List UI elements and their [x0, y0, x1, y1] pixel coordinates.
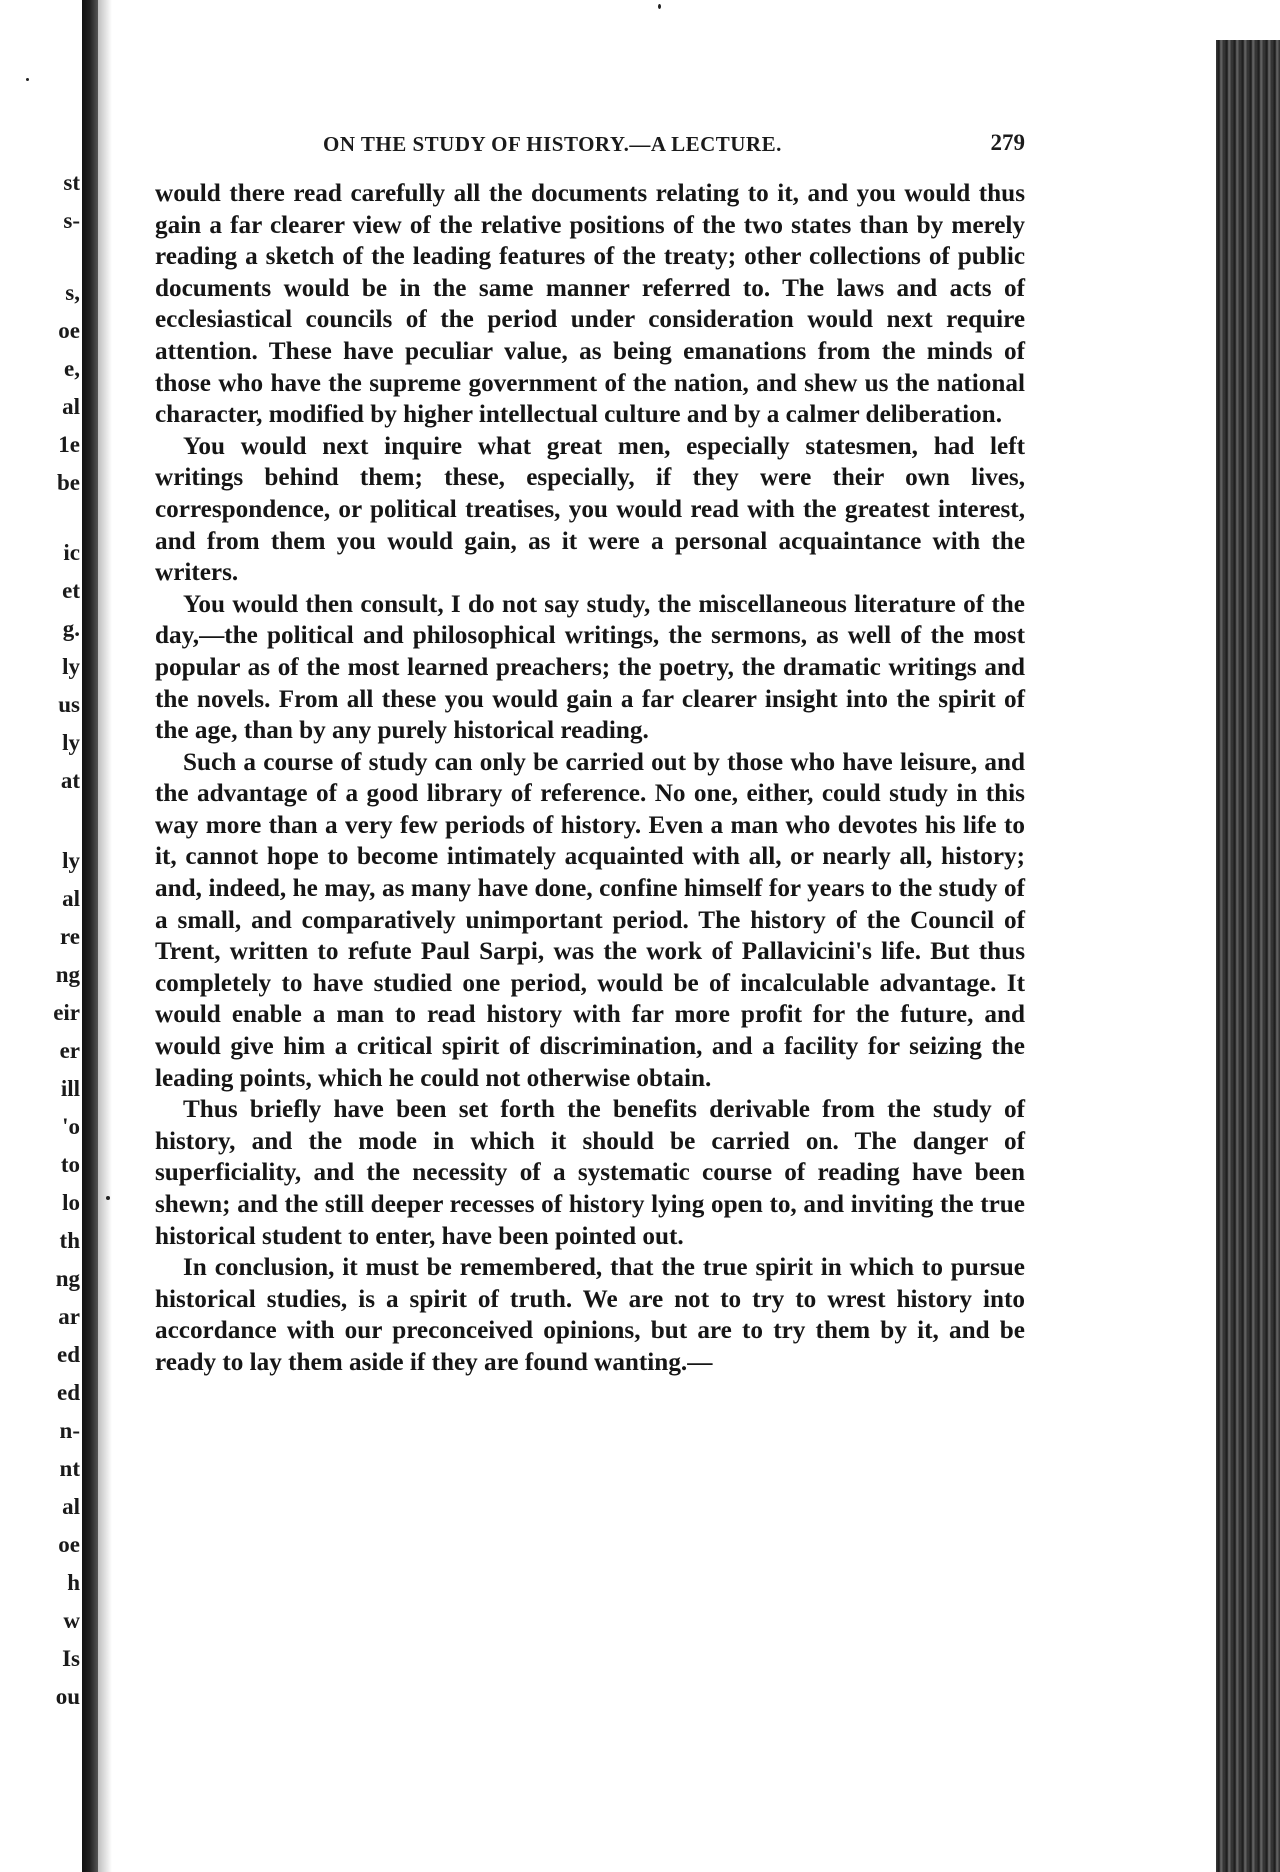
facing-page-fragment: ed — [57, 1342, 80, 1367]
facing-page-fragment: ou — [55, 1684, 80, 1709]
page-edge-stack — [1216, 30, 1280, 1872]
page-edge-top — [1210, 0, 1280, 40]
paragraph: You would next inquire what great men, especially statesmen, had left writings behind them; these, especially, if they were their own lives, correspondence, or political treatises, you would read with the greatest interest, and from them you would gain, as it were a personal acquaintance with the writers. — [155, 432, 1025, 587]
gutter-shadow — [98, 0, 112, 1872]
paragraph: Such a course of study can only be carried out by those who have leisure, and the advantage of a good library of reference. No one, either, could study in this way more than a very few periods of history. Even a man who devotes his life to it, cannot hope to become intimately acquainted with all, or nearly all, history; and, indeed, he may, as many have done, confine himself for years to the study of a small, and comparatively unimportant period. The history of the Council of Trent, written to refute Paul Sarpi, was the work of Pallavicini's life. But thus completely to have studied one period, would be of incalculable advantage. It would enable a man to read history with far more profit for the future, and would give him a critical spirit of discrimination, and a facility for seizing the leading points, which he could not otherwise obtain. — [155, 748, 1025, 1092]
facing-page-fragment: Is — [62, 1646, 80, 1671]
facing-page-fragment: s, — [65, 280, 80, 305]
facing-page-fragment: nt — [59, 1456, 80, 1481]
facing-page-fragment: er — [59, 1038, 80, 1063]
facing-page-fragments — [0, 0, 82, 1872]
paragraph: In conclusion, it must be remembered, that the true spirit in which to pursue historical studies, is a spirit of truth. We are not to try to wrest history into accordance with our preconceived opinions, but are to try them by it, and be ready to lay them aside if they are found wanting.— — [155, 1254, 1025, 1376]
facing-page-fragment: al — [62, 1494, 80, 1519]
facing-page-fragment: oe — [58, 318, 80, 343]
running-title: ON THE STUDY OF HISTORY.—A LECTURE. — [323, 132, 782, 156]
facing-page-fragment: et — [62, 578, 80, 603]
facing-page-fragment: ar — [58, 1304, 80, 1329]
facing-page-fragment: e, — [64, 356, 80, 381]
facing-page-fragment: at — [60, 768, 80, 793]
running-header — [155, 128, 1025, 168]
facing-page-fragment: ng — [55, 962, 80, 987]
facing-page-fragment: re — [59, 924, 80, 949]
facing-page-fragment: th — [59, 1228, 80, 1253]
facing-page-fragment: ng — [55, 1266, 80, 1291]
paragraph: would there read carefully all the documents relating to it, and you would thus gain a far clearer view of the relative positions of the two states than by merely reading a sketch of the leading features of the treaty; other collections of public documents would be in the same manner referred to. The laws and acts of ecclesiastical councils of the period under consideration would next require attention. These have peculiar value, as being emanations from the minds of those who have the supreme government of the nation, and shew us the national character, modified by higher intellectual culture and by a calmer deliberation. — [155, 180, 1025, 429]
ink-speck — [26, 78, 29, 81]
facing-page-fragment: al — [62, 886, 80, 911]
page-number: 279 — [990, 130, 1025, 155]
facing-page-fragment: g. — [62, 616, 80, 641]
facing-page-fragment: al — [62, 394, 80, 419]
ink-speck — [658, 4, 661, 9]
page-content — [155, 128, 1025, 1376]
facing-page-fragment: be — [57, 470, 80, 495]
paragraph: You would then consult, I do not say study, the miscellaneous literature of the day,—the political and philosophical writings, the sermons, as well of the most popular as of the most learned preachers; the poetry, the dramatic writings and the novels. From all these you would gain a far clearer insight into the spirit of the age, than by any purely historical reading. — [155, 590, 1025, 745]
ink-speck — [106, 1196, 110, 1200]
facing-page-fragment: w — [63, 1608, 80, 1633]
facing-page-fragment: ic — [63, 540, 80, 565]
facing-page-fragment: 1e — [58, 432, 80, 457]
facing-page-fragment: ly — [62, 730, 80, 755]
body-text — [155, 178, 1025, 1379]
binding-gutter — [82, 0, 98, 1872]
facing-page-fragment: us — [58, 692, 80, 717]
facing-page-fragment: eir — [53, 1000, 80, 1025]
facing-page-fragment: s- — [63, 208, 80, 233]
facing-page-fragment: 'o — [62, 1114, 80, 1139]
facing-page-fragment: ed — [57, 1380, 80, 1405]
facing-page-fragment: n- — [59, 1418, 80, 1443]
facing-page-fragment: ly — [62, 654, 80, 679]
facing-page-fragment: st — [63, 170, 80, 195]
facing-page-fragment: ly — [62, 848, 80, 873]
paragraph: Thus briefly have been set forth the benefits derivable from the study of history, and the mode in which it should be carried on. The danger of superficiality, and the necessity of a systematic course of reading have been shewn; and the still deeper recesses of history lying open to, and inviting the true historical student to enter, have been pointed out. — [155, 1096, 1025, 1250]
facing-page-fragment: ill — [60, 1076, 80, 1101]
facing-page-fragment: h — [67, 1570, 80, 1595]
facing-page-fragment: oe — [58, 1532, 80, 1557]
facing-page-fragment: lo — [62, 1190, 80, 1215]
facing-page-fragment: to — [60, 1152, 80, 1177]
